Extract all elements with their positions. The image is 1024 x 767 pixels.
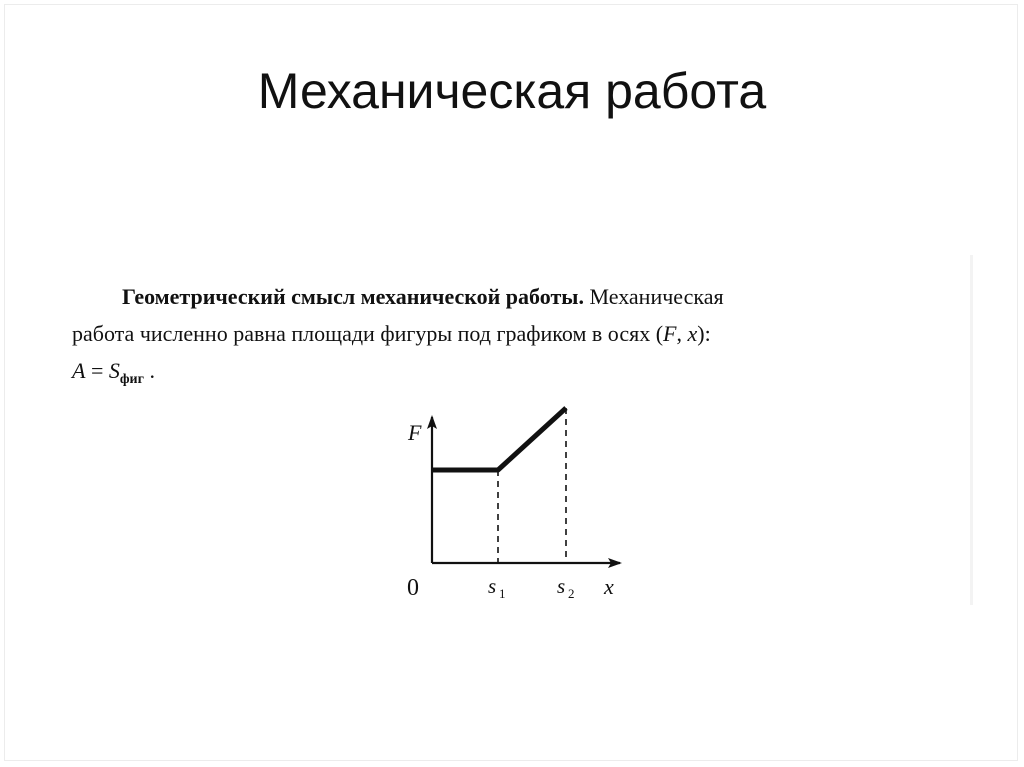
force-graph-line [432,408,566,470]
line1-rest: Механическая [589,284,724,309]
tick-s2-sub: 2 [568,586,575,601]
x-axis-label: x [604,574,614,599]
y-axis-label: F [408,420,422,445]
tick-s2-label: s [557,574,566,598]
origin-label: 0 [407,575,419,601]
formula-subscript: фиг [119,372,144,387]
tick-s1-sub: 1 [499,586,506,601]
line2-end: ): [697,321,711,346]
tick-s1-label: s [488,574,497,598]
formula-s: S [108,358,120,383]
formula-end: . [144,358,155,383]
slide-title: Механическая работа [257,63,767,119]
axis-sep: , [676,321,688,346]
bold-lead: Геометрический смысл механической работы. [122,284,584,309]
formula-eq: = [85,358,109,383]
axis-x-ref: x [687,321,698,346]
line2-text: работа численно равна площади фигуры под графиком в осях ( [72,321,664,346]
axis-f-ref: F [663,321,677,346]
formula-a: A [72,358,86,383]
